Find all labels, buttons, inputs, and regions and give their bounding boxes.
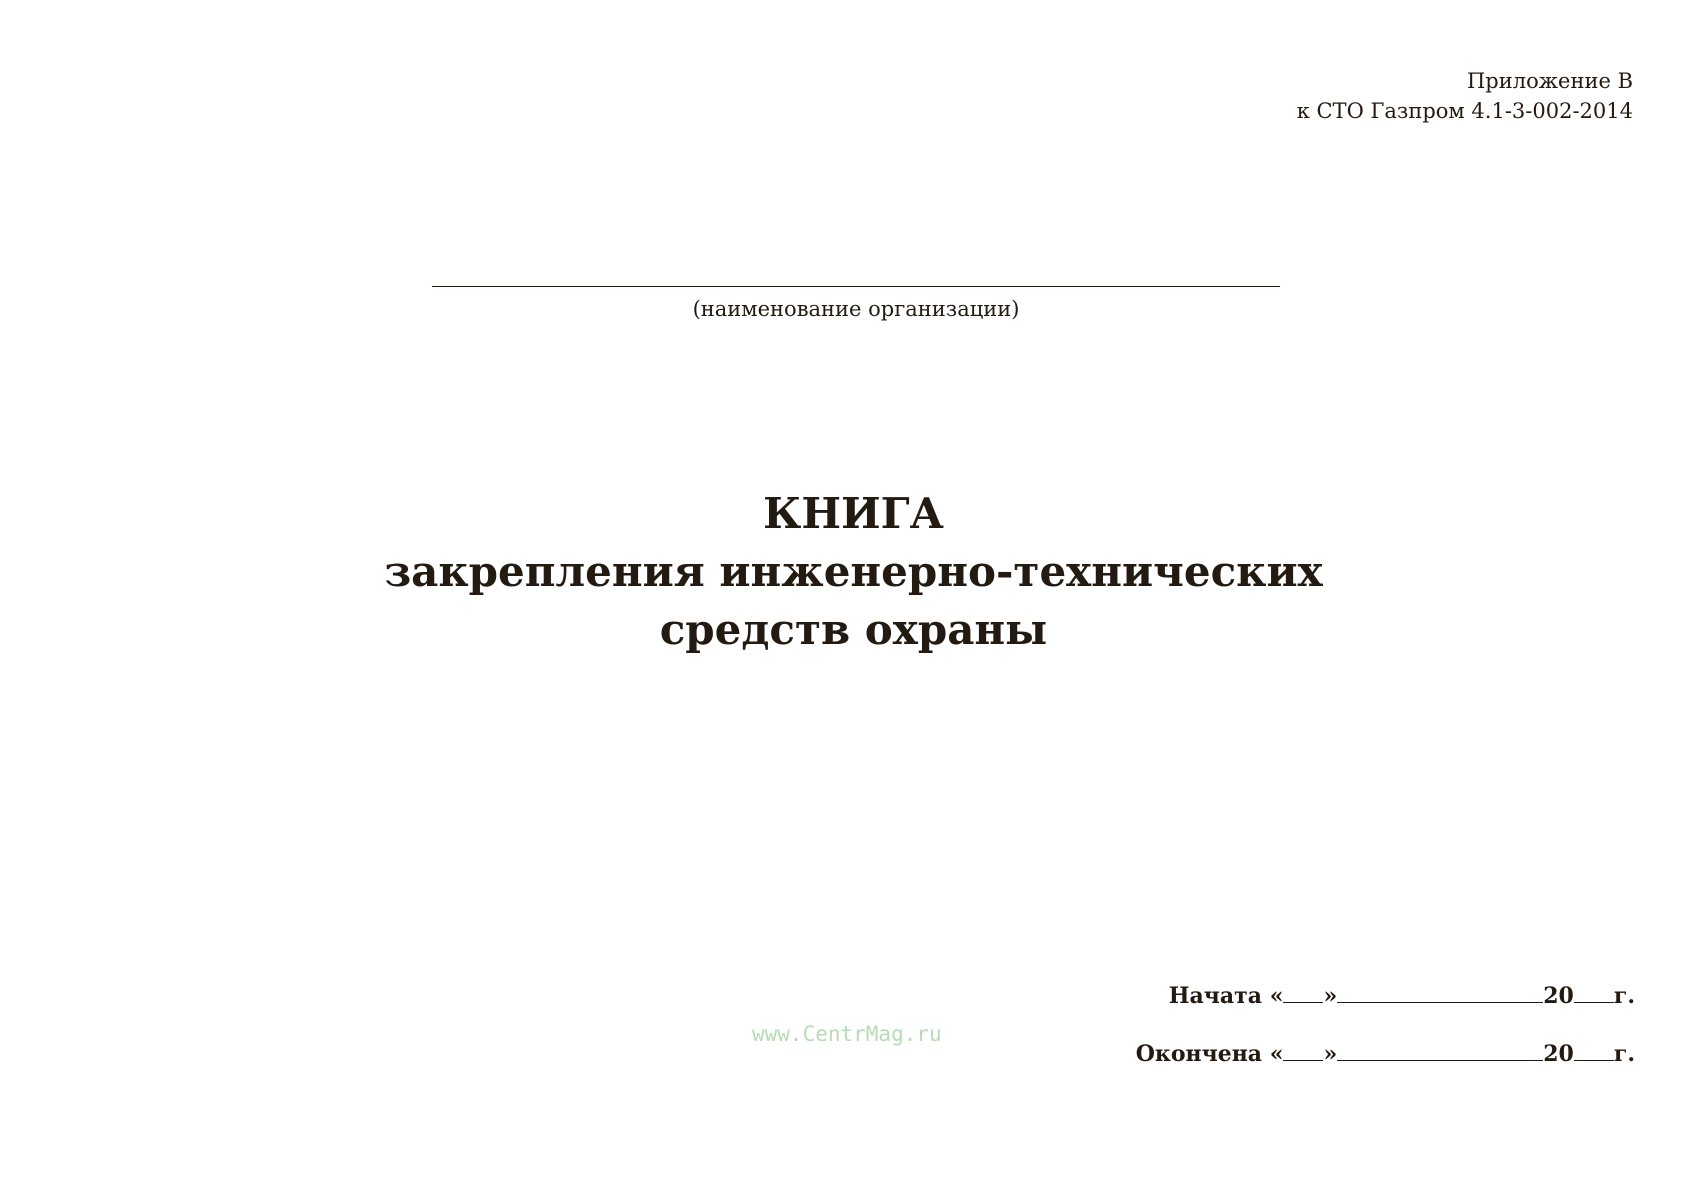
start-day-blank[interactable] bbox=[1283, 982, 1323, 1003]
organization-block bbox=[432, 286, 1280, 323]
annex-header bbox=[1297, 66, 1633, 126]
start-year-blank[interactable] bbox=[1574, 982, 1614, 1003]
year-suffix: г. bbox=[1613, 1041, 1635, 1067]
year-suffix: г. bbox=[1613, 983, 1635, 1009]
start-date-label: Начата bbox=[1168, 983, 1263, 1009]
start-month-blank[interactable] bbox=[1337, 982, 1543, 1003]
annex-standard-reference: к СТО Газпром 4.1-3-002-2014 bbox=[1296, 99, 1633, 123]
organization-name-line[interactable] bbox=[432, 286, 1280, 287]
start-date-row bbox=[1136, 982, 1635, 1040]
century-prefix: 20 bbox=[1543, 983, 1574, 1009]
quote-close: » bbox=[1323, 1041, 1338, 1067]
end-month-blank[interactable] bbox=[1337, 1040, 1543, 1061]
organization-caption: (наименование организации) bbox=[692, 297, 1020, 321]
end-date-row bbox=[1136, 1040, 1635, 1098]
quote-open: « bbox=[1269, 1041, 1284, 1067]
end-day-blank[interactable] bbox=[1283, 1040, 1323, 1061]
document-title bbox=[0, 485, 1697, 659]
title-line-2: закрепления инженерно-технических bbox=[384, 547, 1323, 596]
century-prefix: 20 bbox=[1543, 1041, 1574, 1067]
title-line-1: КНИГА bbox=[763, 489, 944, 538]
quote-close: » bbox=[1323, 983, 1338, 1009]
end-year-blank[interactable] bbox=[1574, 1040, 1614, 1061]
date-block bbox=[1136, 982, 1635, 1098]
title-line-3: средств охраны bbox=[659, 605, 1048, 654]
watermark: www.CentrMag.ru bbox=[752, 1022, 942, 1046]
annex-title: Приложение В bbox=[1466, 69, 1633, 93]
quote-open: « bbox=[1269, 983, 1284, 1009]
end-date-label: Окончена bbox=[1135, 1041, 1263, 1067]
